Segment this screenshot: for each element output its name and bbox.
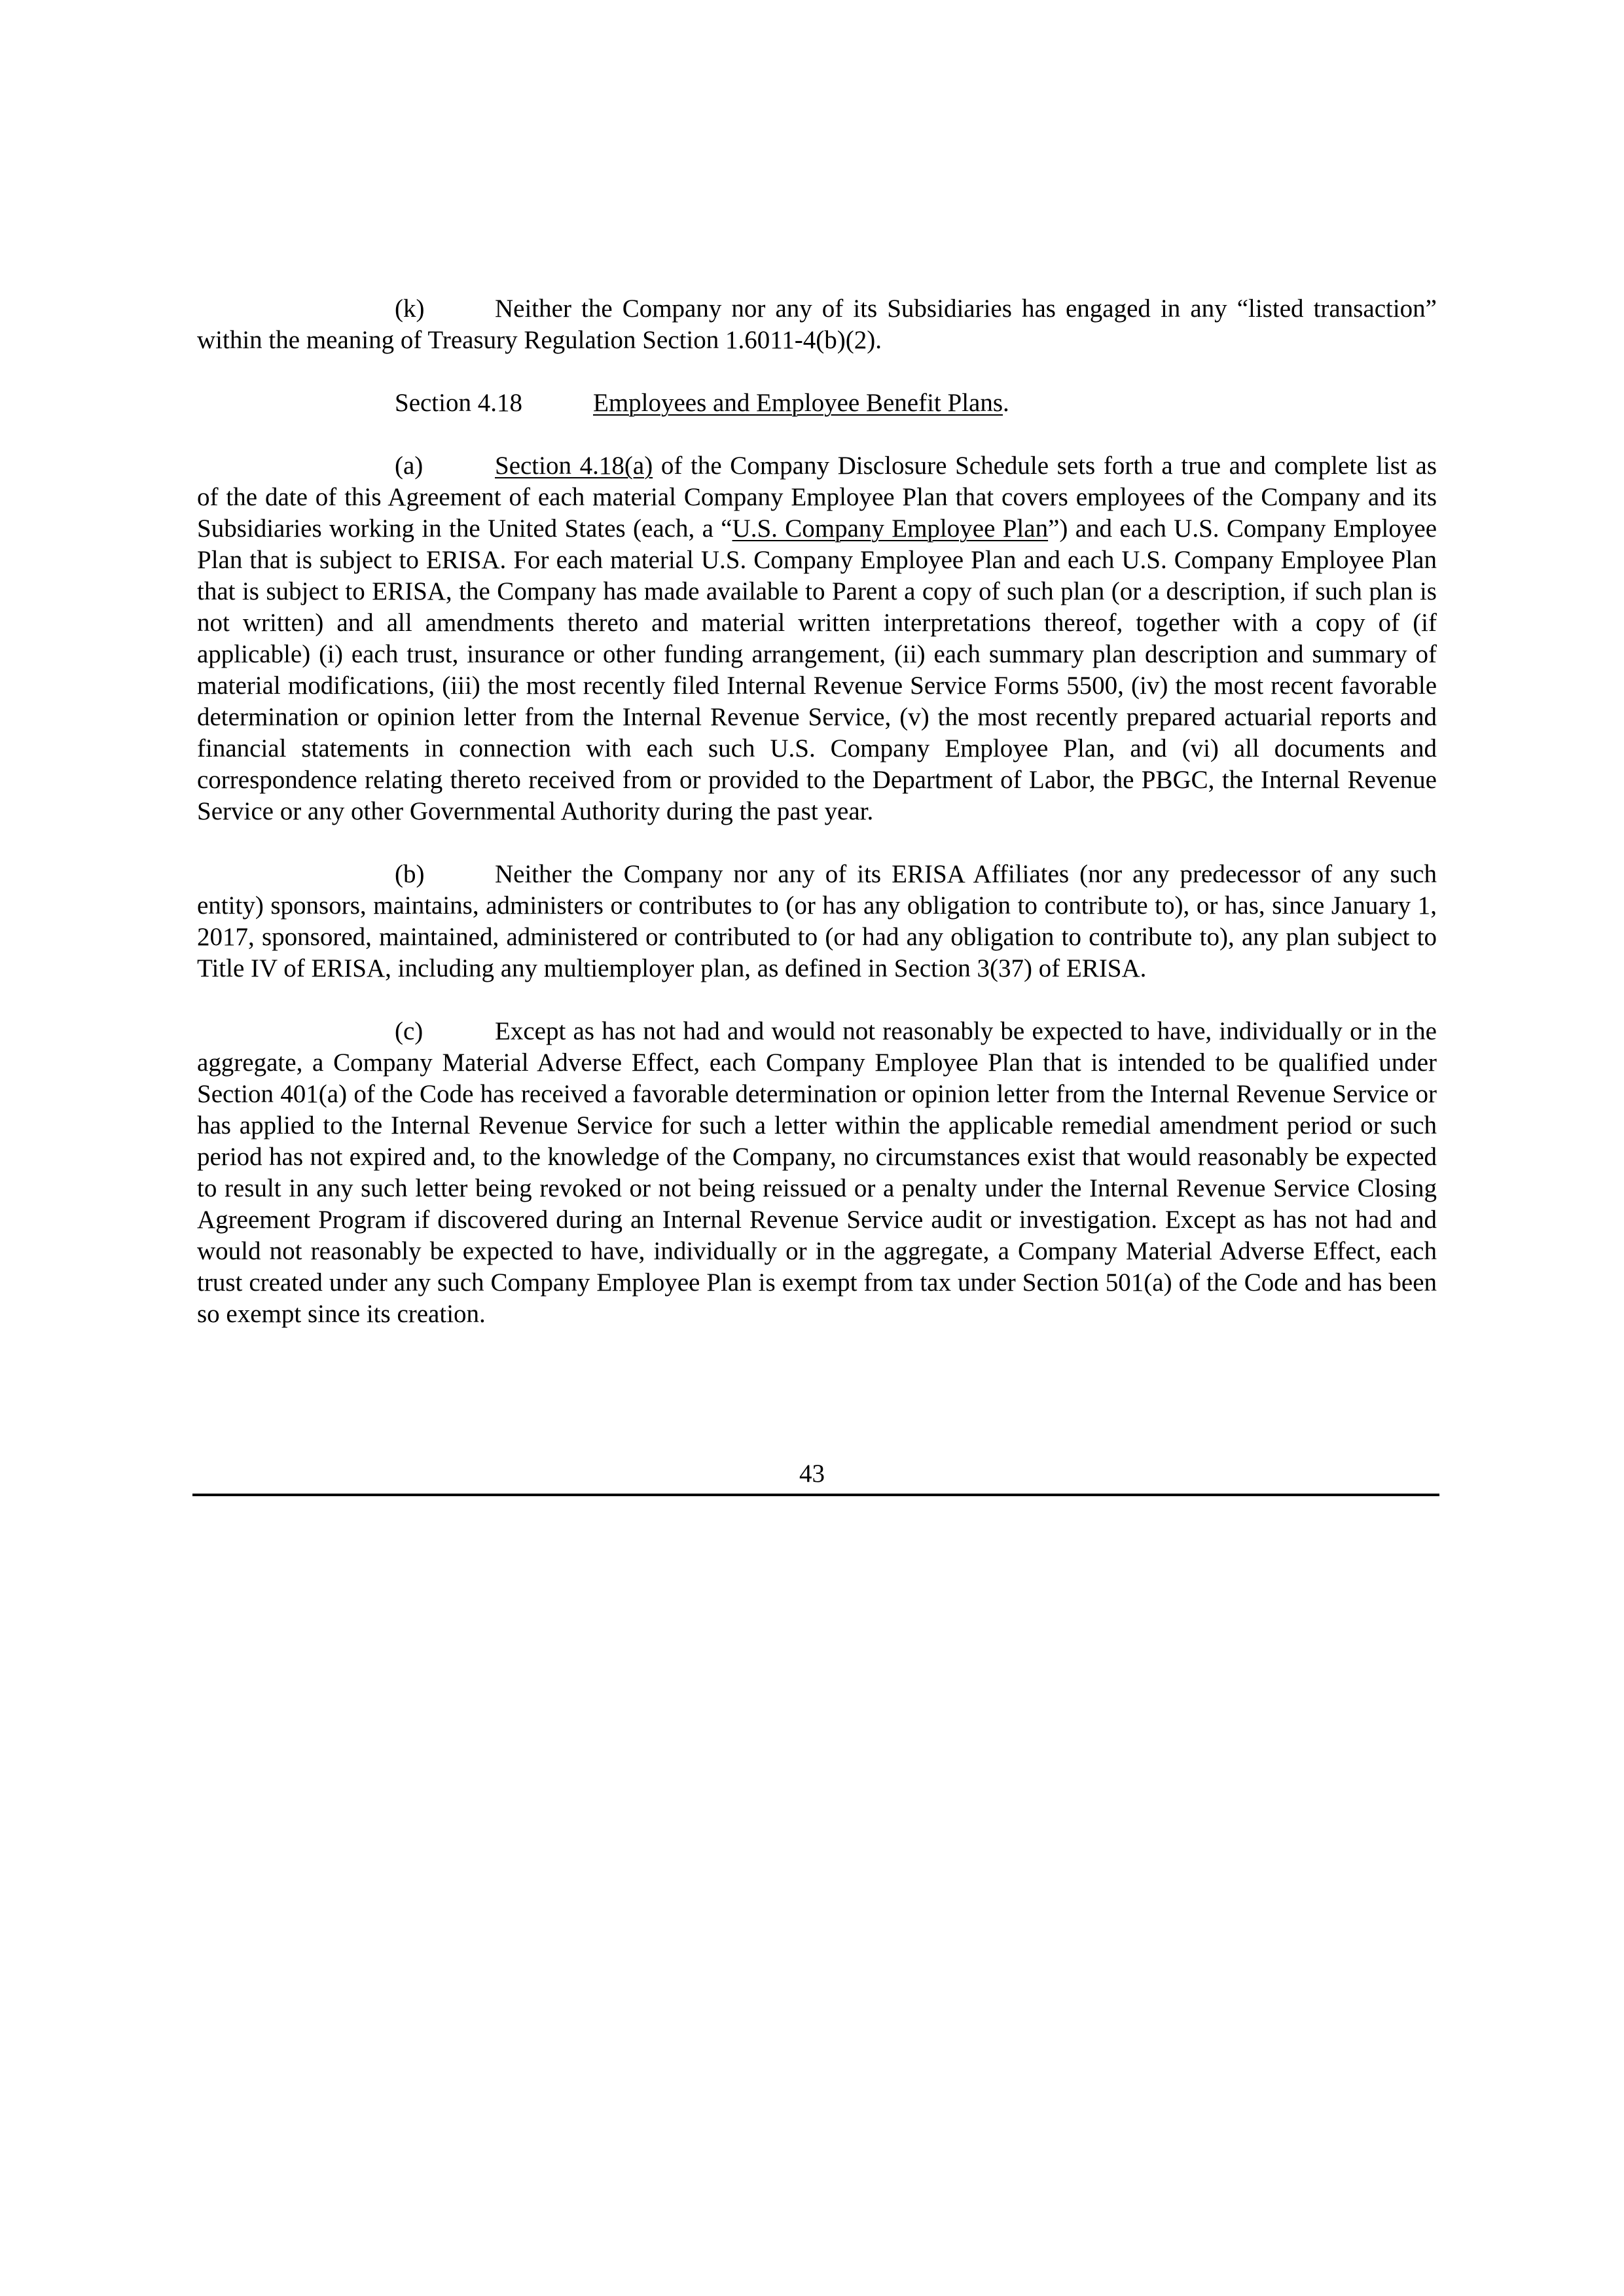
footer-rule xyxy=(192,1494,1439,1496)
paragraph-label: (a) xyxy=(395,452,424,480)
paragraph-k xyxy=(197,293,1437,356)
paragraph-text: of the Company Disclosure Schedule sets forth a true and complete list as of the date of this Agreement of each material Company Employee Plan that covers employees of the Company and its Subsidiaries working in the United States (each, a “ xyxy=(197,452,1437,543)
paragraph-label: (c) xyxy=(395,1017,424,1045)
paragraph-a xyxy=(197,450,1437,827)
paragraph-c xyxy=(197,1016,1437,1330)
section-reference: Section 4.18(a) xyxy=(495,452,653,480)
paragraph-b xyxy=(197,859,1437,984)
section-number: Section 4.18 xyxy=(395,389,522,417)
paragraph-label: (k) xyxy=(395,295,425,323)
paragraph-text: Except as has not had and would not reasonably be expected to have, individually or in the aggregate, a Company Material Adverse Effect, each Company Employee Plan that is intended to be qualified under Section 401(a) of the Code has received a favorable determination or opinion letter from the Internal Revenue Service or has applied to the Internal Revenue Service for such a letter within the applicable remedial amendment period or such period has not expired and, to the knowledge of the Company, no circumstances exist that would reasonably be expected to result in any such letter being revoked or not being reissued or a penalty under the Internal Revenue Service Closing Agreement Program if discovered during an Internal Revenue Service audit or investigation. Except as has not had and would not reasonably be expected to have, individually or in the aggregate, a Company Material Adverse Effect, each trust created under any such Company Employee Plan is exempt from tax under Section 501(a) of the Code and has been so exempt since its creation. xyxy=(197,1017,1437,1328)
section-title-suffix: . xyxy=(1003,389,1009,417)
paragraph-text: Neither the Company nor any of its Subsidiaries has engaged in any “listed transaction” within the meaning of Treasury Regulation Section 1.6011-4(b)(2). xyxy=(197,295,1437,354)
document-body xyxy=(197,293,1437,1330)
section-title: Employees and Employee Benefit Plans xyxy=(593,389,1003,417)
page-number: 43 xyxy=(799,1460,825,1488)
defined-term: U.S. Company Employee Plan xyxy=(732,514,1049,543)
paragraph-text: Neither the Company nor any of its ERISA Affiliates (nor any predecessor of any such entity) sponsors, maintains, administers or contributes to (or has any obligation to contribute to), or has, since January 1, 2017, sponsored, maintained, administered or contributed to (or had any obligation to contribute to), any plan subject to Title IV of ERISA, including any multiemployer plan, as defined in Section 3(37) of ERISA. xyxy=(197,860,1437,982)
section-heading xyxy=(197,387,1437,419)
paragraph-label: (b) xyxy=(395,860,425,888)
paragraph-text: ”) and each U.S. Company Employee Plan that is subject to ERISA. For each material U.S. Company Employee Plan and each U.S. Company Employee Plan that is subject to ERISA, the Company has made available to Parent a copy of such plan (or a description, if such plan is not written) and all amendments thereto and material written interpretations thereof, together with a copy of (if applicable) (i) each trust, insurance or other funding arrangement, (ii) each summary plan description and summary of material modifications, (iii) the most recently filed Internal Revenue Service Forms 5500, (iv) the most recent favorable determination or opinion letter from the Internal Revenue Service, (v) the most recently prepared actuarial reports and financial statements in connection with each such U.S. Company Employee Plan, and (vi) all documents and correspondence relating thereto received from or provided to the Department of Labor, the PBGC, the Internal Revenue Service or any other Governmental Authority during the past year. xyxy=(197,514,1437,825)
